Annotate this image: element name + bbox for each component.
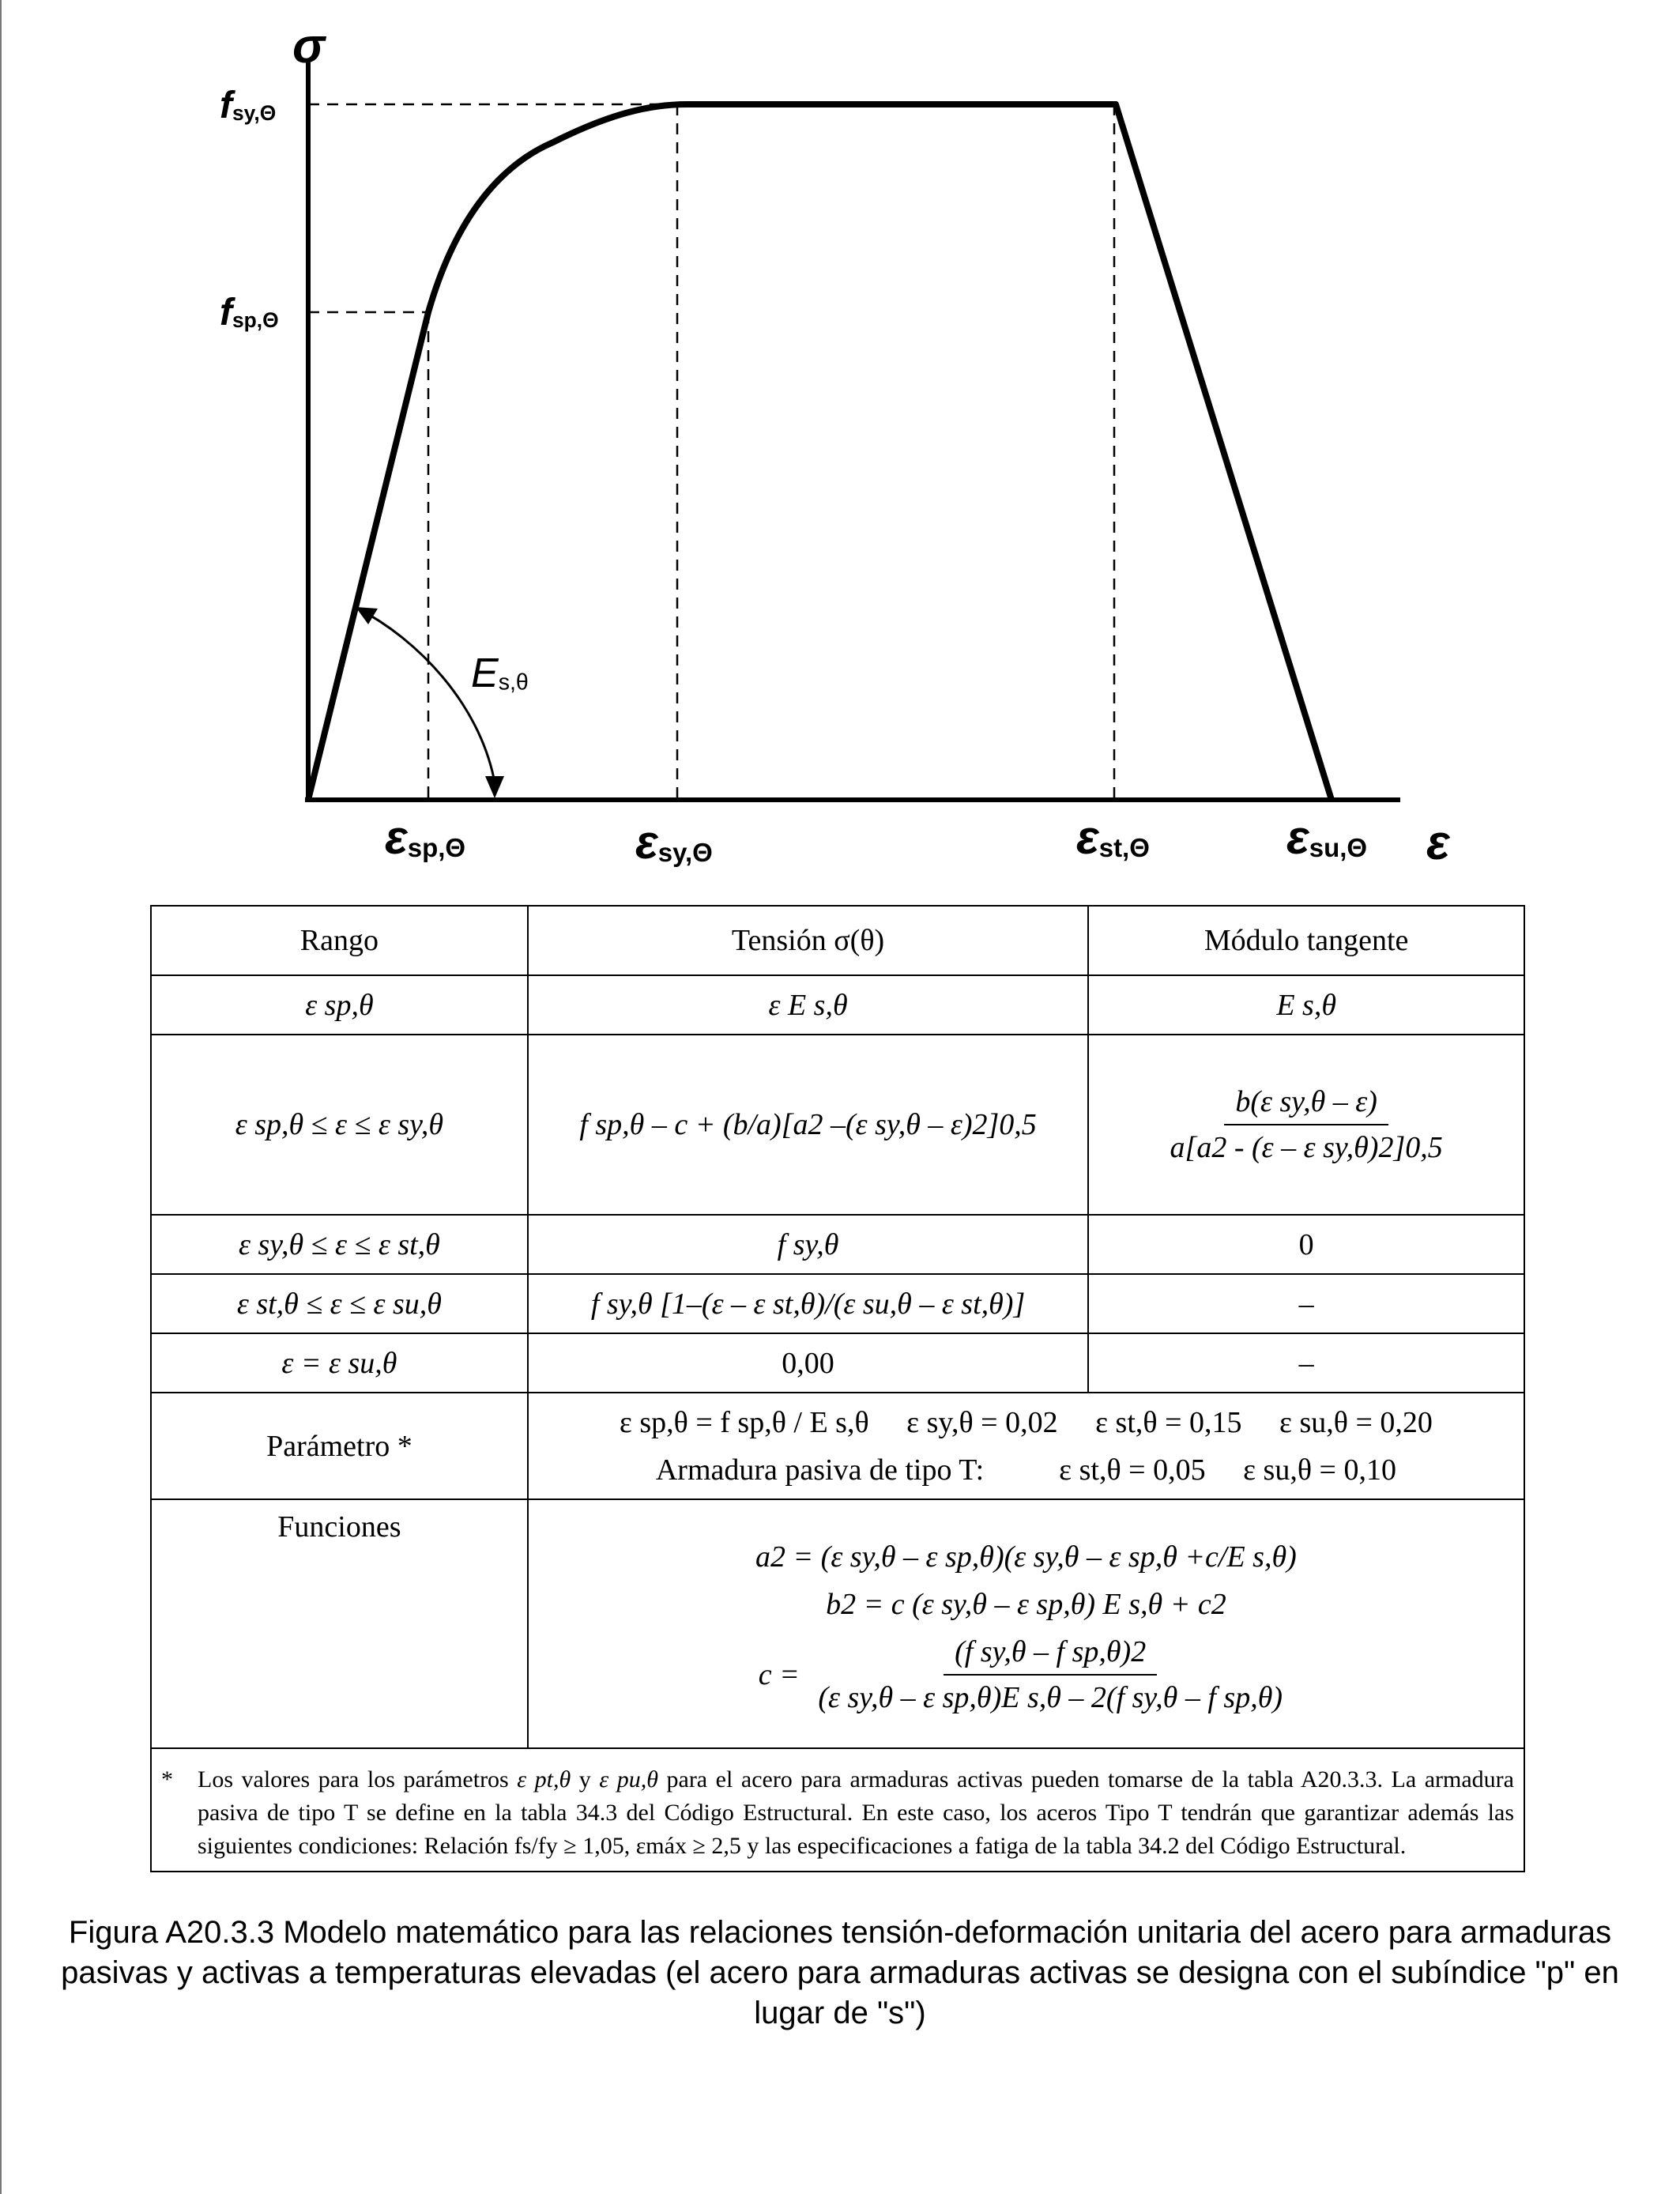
header-stress: Tensión σ(θ) [528,906,1088,975]
tangent-numerator: b(ε sy,θ – ε) [1224,1084,1388,1125]
parameter-values [528,1393,1524,1499]
cell-range: ε st,θ ≤ ε ≤ ε su,θ [151,1274,528,1333]
cell-stress: f sp,θ – c + (b/a)[a2 –(ε sy,θ – ε)2]0,5 [528,1035,1088,1215]
table-header-row [151,906,1524,975]
functions-row [151,1499,1524,1748]
cell-tangent: 0 [1088,1215,1524,1274]
parameter-line-2-prefix: Armadura pasiva de tipo T: [655,1453,985,1487]
fsy-label: fsy,Θ [220,85,277,126]
cell-stress: f sy,θ [1–(ε – ε st,θ)/(ε su,θ – ε st,θ)] [528,1274,1088,1333]
function-c-denominator: (ε sy,θ – ε sp,θ)E s,θ – 2(f sy,θ – f sp,θ) [818,1680,1283,1714]
parameter-row [151,1393,1524,1499]
functions-label: Funciones [151,1499,528,1748]
cell-tangent: – [1088,1333,1524,1393]
footnote-eps-pu: ε pu,θ [599,1766,658,1793]
eps-su-label: εsu,Θ [1286,811,1368,864]
footnote-conjunction: y [571,1766,600,1793]
cell-range: ε sy,θ ≤ ε ≤ ε st,θ [151,1215,528,1274]
stress-strain-diagram [0,0,1680,893]
eps-st-label: εst,Θ [1076,811,1150,864]
cell-stress: 0,00 [528,1333,1088,1393]
cell-tangent: – [1088,1274,1524,1333]
footnote-eps-pt: ε pt,θ [517,1766,571,1793]
table-row [151,1215,1524,1274]
tangent-fraction [1159,1084,1454,1165]
tangent-denominator: a[a2 - (ε – ε sy,θ)2]0,5 [1170,1131,1443,1164]
modulus-arrow-bottom [485,776,504,798]
footnote-part-2: para el acero para armaduras activas pueden tomarse de la tabla A20.3.3. La armadura pasiva de tipo T se define en la tabla 34.3 del Código Estructural. En este caso, los aceros Tipo T tendrán que garantizar además las siguientes condiciones: Relación fs/fy ≥ 1,05, εmáx ≥ 2,5 y las especificaciones a fatiga de la tabla 34.2 del Código Estructural. [198,1766,1514,1859]
functions-values [528,1499,1524,1748]
function-c-fraction [807,1634,1294,1715]
stress-strain-curve [308,104,1332,800]
stress-strain-table [150,905,1525,1872]
header-tangent: Módulo tangente [1088,906,1524,975]
epsilon-axis-label: ε [1426,816,1450,870]
function-c [537,1634,1516,1715]
table-row [151,1274,1524,1333]
footnote-row [151,1748,1524,1872]
header-range: Rango [151,906,528,975]
table-row [151,1035,1524,1215]
parameter-line-1: ε sp,θ = f sp,θ / E s,θ ε sy,θ = 0,02 ε st,θ = 0,15 ε su,θ = 0,20 [619,1405,1433,1439]
cell-range: ε = ε su,θ [151,1333,528,1393]
function-b2: b2 = c (ε sy,θ – ε sp,θ) E s,θ + c2 [826,1587,1226,1621]
footnote-marker: * [161,1766,173,1793]
sigma-axis-label: σ [292,19,326,74]
modulus-arrow-top [356,607,378,624]
cell-range: ε sp,θ ≤ ε ≤ ε sy,θ [151,1035,528,1215]
cell-tangent: E s,θ [1088,975,1524,1035]
parameter-label: Parámetro * [151,1393,528,1499]
eps-sy-label: εsy,Θ [635,816,713,869]
function-a2: a2 = (ε sy,θ – ε sp,θ)(ε sy,θ – ε sp,θ +c/E s,θ) [755,1540,1297,1574]
figure-caption: Figura A20.3.3 Modelo matemático para las relaciones tensión-deformación unitaria del acero para armaduras pasivas y activas a temperaturas elevadas (el acero para armaduras activas se designa con el subíndice "p" en lugar de "s") [61,1915,1619,2030]
cell-range: ε sp,θ [151,975,528,1035]
footnote-part-1: Los valores para los parámetros [198,1766,518,1793]
cell-tangent [1088,1035,1524,1215]
cell-stress: f sy,θ [528,1215,1088,1274]
fsp-label: fsp,Θ [220,292,279,334]
table-row [151,975,1524,1035]
footnote [161,1763,1514,1863]
table-row [151,1333,1524,1393]
parameter-line-2 [537,1446,1516,1494]
cell-stress: ε E s,θ [528,975,1088,1035]
eps-sp-label: εsp,Θ [385,811,466,864]
function-c-numerator: (f sy,θ – f sp,θ)2 [944,1634,1157,1676]
footnote-text [198,1763,1514,1863]
parameter-line-2-values: ε st,θ = 0,05 ε su,θ = 0,10 [1059,1453,1396,1487]
modulus-label: Es,θ [471,650,529,696]
footnote-cell [151,1748,1524,1872]
function-c-lhs: c = [758,1657,800,1691]
